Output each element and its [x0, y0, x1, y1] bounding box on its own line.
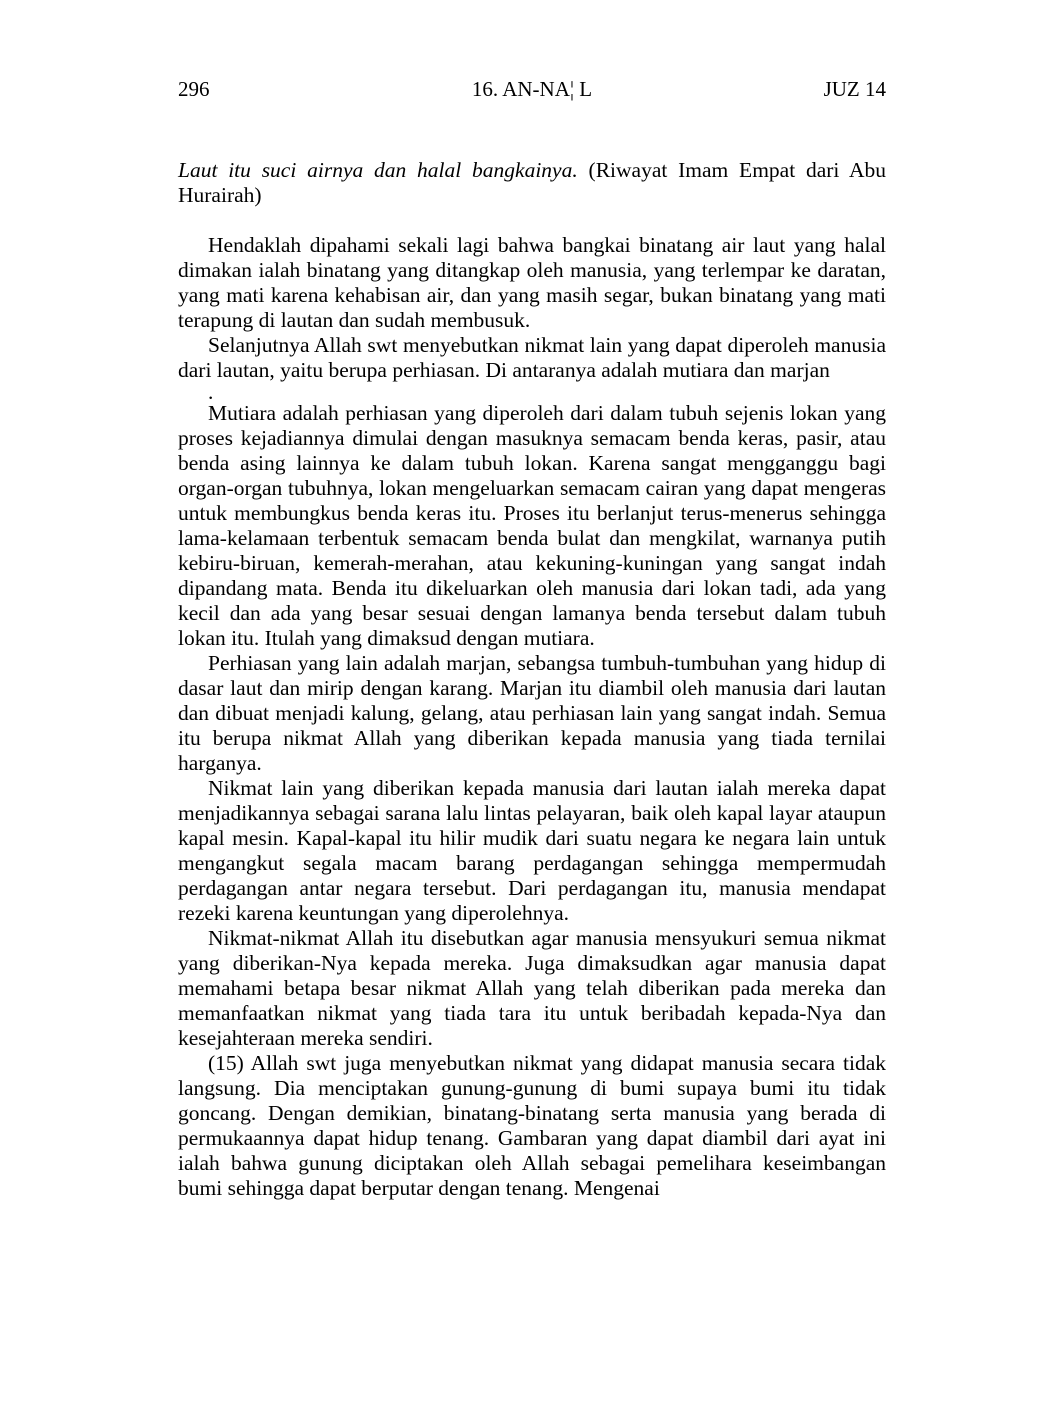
paragraph-6: Nikmat-nikmat Allah itu disebutkan agar manusia mensyukuri semua nikmat yang diberikan-Nya kepada mereka. Juga dimaksudkan agar manusia dapat memahami betapa besar nikmat Allah yang telah diberikan pada mereka dan memanfaatkan nikmat yang tiada tara itu untuk beribadah kepada-Nya dan kesejahteraan mereka sendiri. — [178, 926, 886, 1050]
body-text — [178, 158, 886, 1201]
stray-period: . — [208, 380, 214, 404]
paragraph-1: Hendaklah dipahami sekali lagi bahwa bangkai binatang air laut yang halal dimakan ialah binatang yang ditangkap oleh manusia, yang terlempar ke daratan, yang mati karena kehabisan air, dan yang masih segar, bukan binatang yang mati terapung di lautan dan sudah membusuk. — [178, 233, 886, 332]
page-number: 296 — [178, 77, 210, 101]
running-header — [178, 76, 886, 102]
hadith-quote-text: Laut itu suci airnya dan halal bangkainya. — [178, 158, 578, 182]
hadith-source: (Riwayat Imam Empat dari Abu Hurairah) — [178, 158, 887, 207]
paragraph-3: Mutiara adalah perhiasan yang diperoleh dari dalam tubuh sejenis lokan yang proses kejadiannya dimulai dengan masuknya semacam benda keras, pasir, atau benda asing lainnya ke dalam tubuh lokan. Karena sangat mengganggu bagi organ-organ tubuhnya, lokan mengeluarkan semacam cairan yang dapat mengeras untuk membungkus benda keras itu. Proses itu berlanjut terus-menerus sehingga lama-kelamaan terbentuk semacam benda bulat dan mengkilat, warnanya putih kebiru-biruan, kemerah-merahan, atau kekuning-kuningan yang sangat indah dipandang mata. Benda itu dikeluarkan oleh manusia dari lokan tadi, ada yang kecil dan ada yang besar sesuai dengan lamanya benda tersebut dalam tubuh lokan itu. Itulah yang dimaksud dengan mutiara. — [178, 401, 886, 650]
hadith-quote — [178, 158, 886, 208]
paragraph-7: (15) Allah swt juga menyebutkan nikmat yang didapat manusia secara tidak langsung. Dia menciptakan gunung-gunung di bumi supaya bumi itu tidak goncang. Dengan demikian, binatang-binatang serta manusia yang berada di permukaannya dapat hidup tenang. Gambaran yang dapat diambil dari ayat ini ialah bahwa gunung diciptakan oleh Allah sebagai pemelihara keseimbangan bumi sehingga dapat berputar dengan tenang. Mengenai — [178, 1051, 886, 1200]
paragraph-5: Nikmat lain yang diberikan kepada manusia dari lautan ialah mereka dapat menjadikannya sebagai sarana lalu lintas pelayaran, baik oleh kapal layar ataupun kapal mesin. Kapal-kapal itu hilir mudik dari suatu negara ke negara lain untuk mengangkut segala macam barang perdagangan sehingga mempermudah perdagangan antar negara tersebut. Dari perdagangan itu, manusia mendapat rezeki karena keuntungan yang diperolehnya. — [178, 776, 886, 925]
chapter-title: 16. AN-NA¦ L — [471, 77, 593, 101]
paragraph-4: Perhiasan yang lain adalah marjan, sebangsa tumbuh-tumbuhan yang hidup di dasar laut dan mirip dengan karang. Marjan itu diambil oleh manusia dari lautan dan dibuat menjadi kalung, gelang, atau perhiasan lain yang sangat indah. Semua itu berupa nikmat Allah yang diberikan kepada manusia yang tiada ternilai harganya. — [178, 651, 886, 775]
paragraph-gap — [178, 208, 886, 233]
juz-label: JUZ 14 — [823, 77, 886, 101]
paragraph-2: Selanjutnya Allah swt menyebutkan nikmat lain yang dapat diperoleh manusia dari lautan, yaitu berupa perhiasan. Di antaranya adalah mutiara dan marjan — [178, 333, 886, 382]
